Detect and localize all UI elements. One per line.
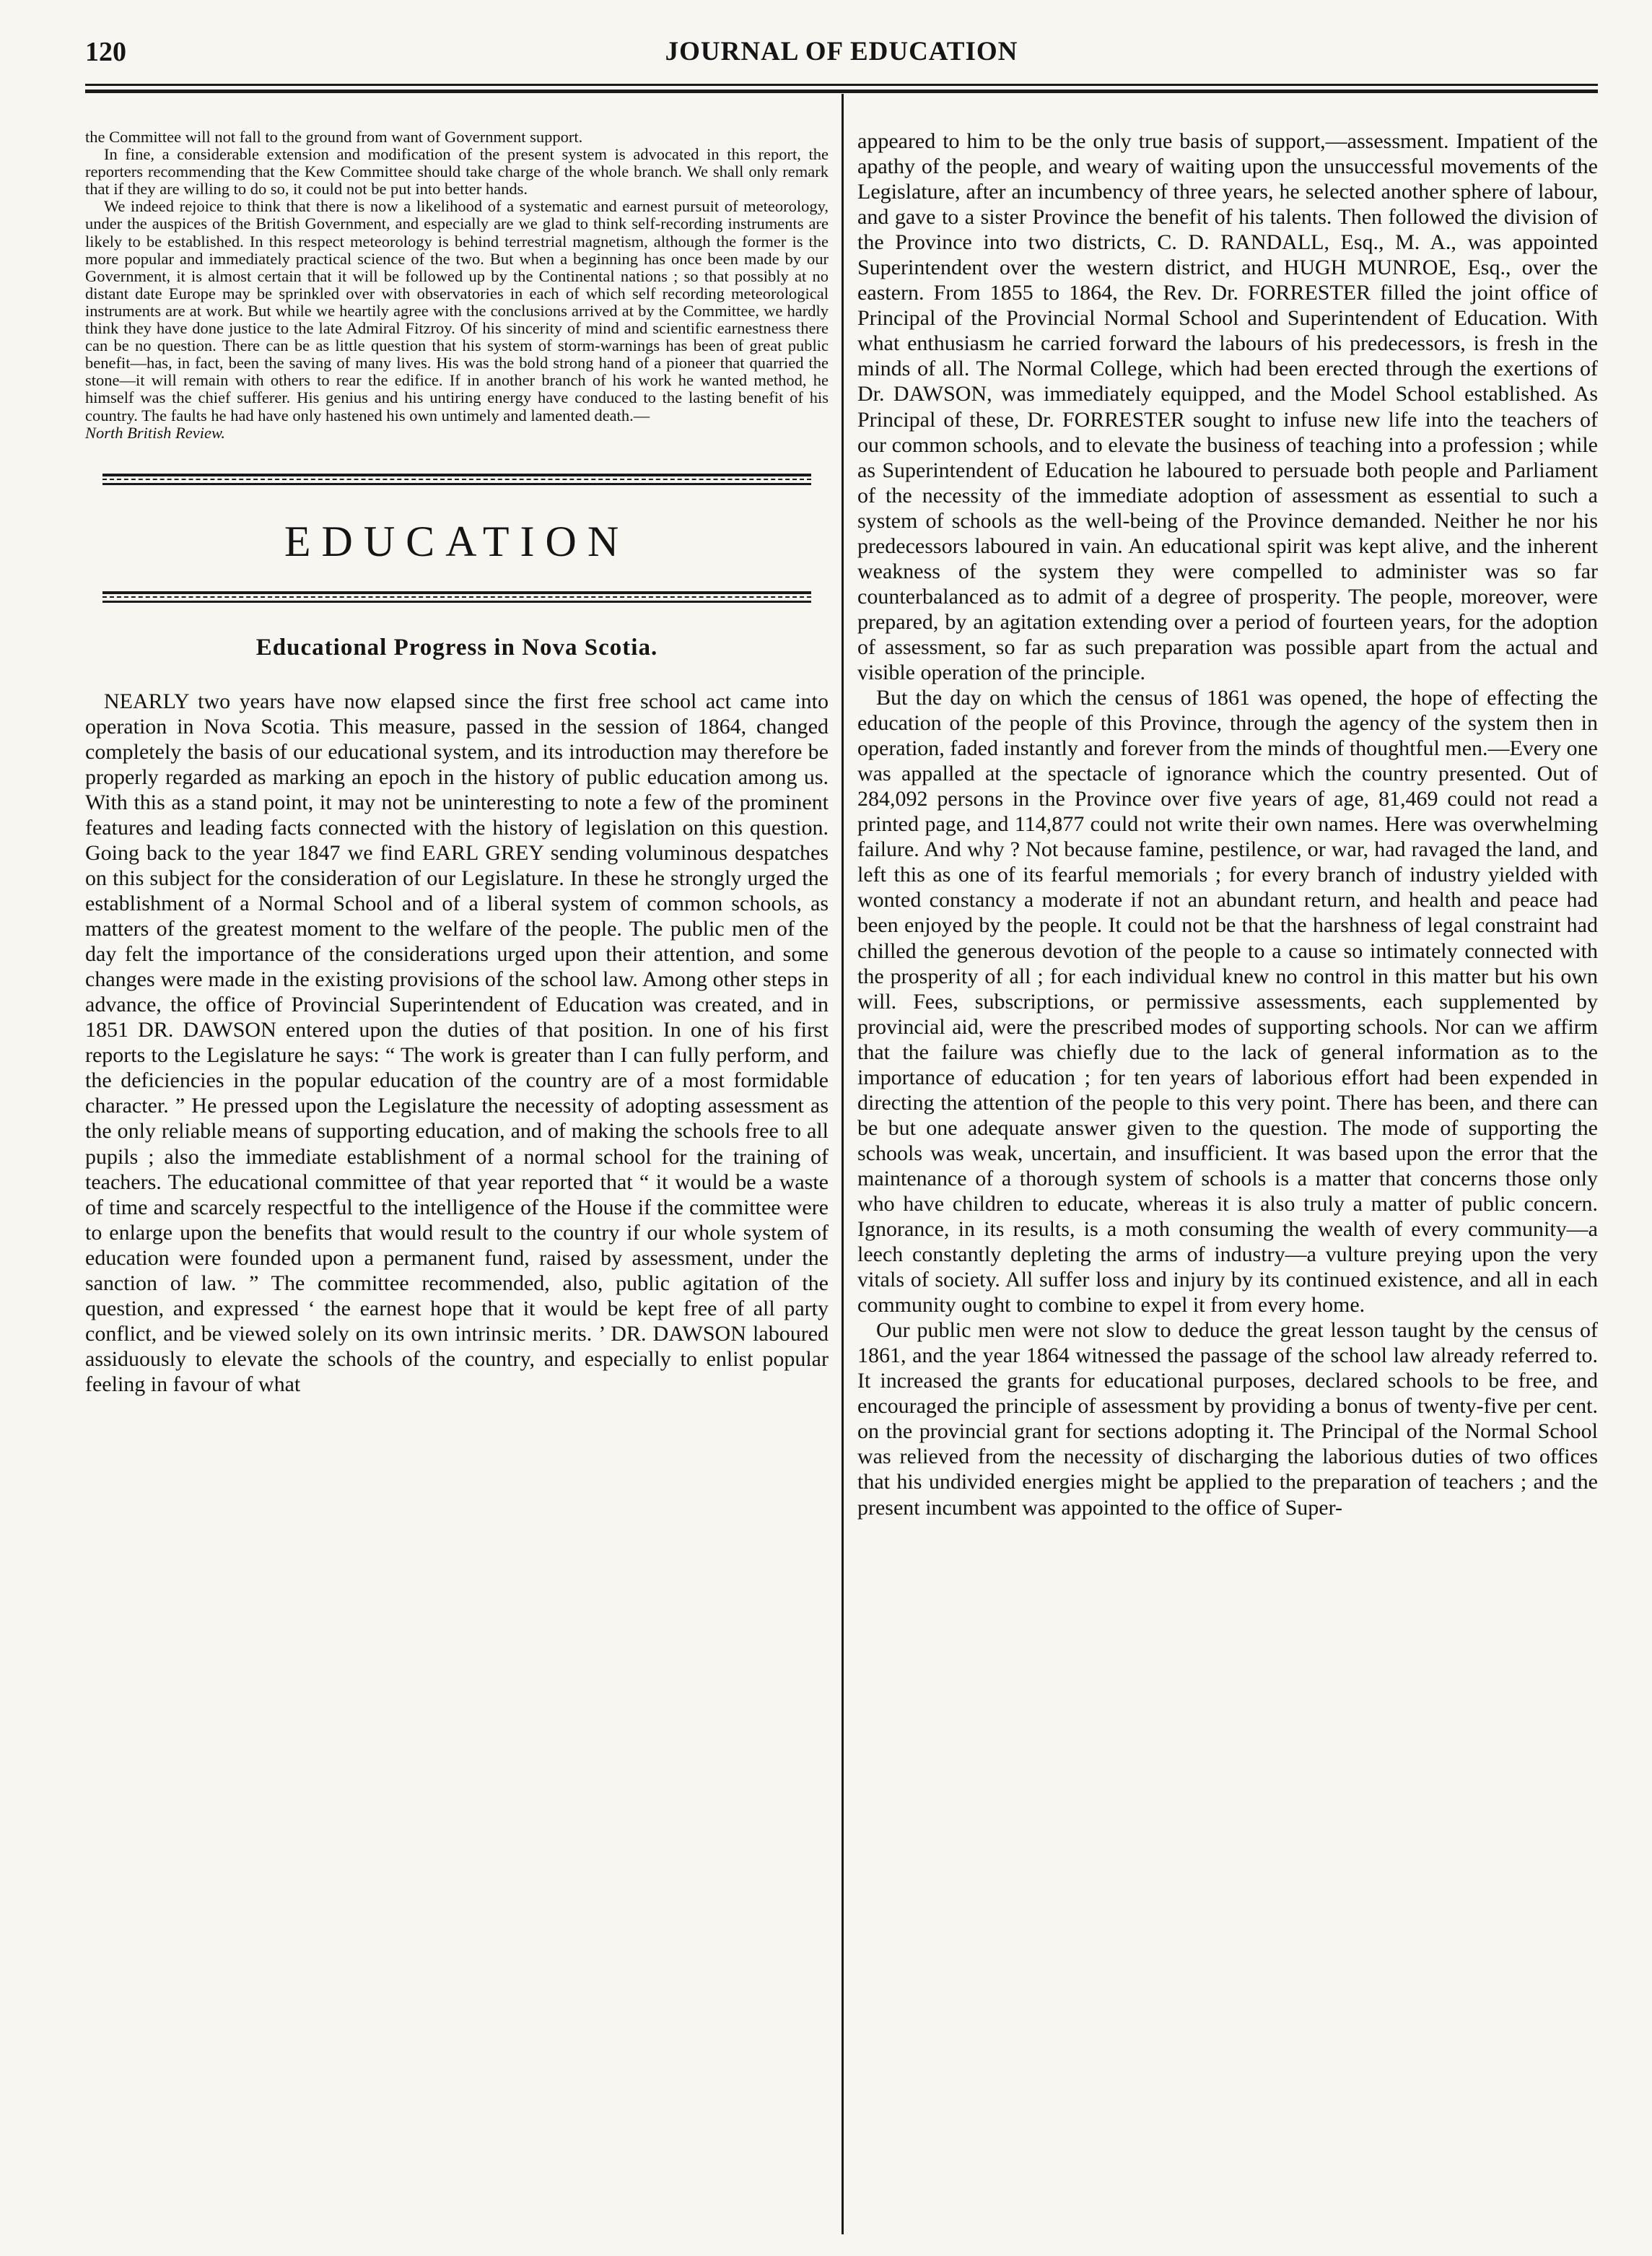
article-paragraph: But the day on which the census of 1861 was opened, the hope of effecting the education of the people of this Province, through the agency of the system then in operation, faded instantly and forever from the minds of thoughtful men.—Every one was appalled at the spectacle of ignorance which the country presented. Out of 284,092 persons in the Province over five years of age, 81,469 could not read a printed page, and 114,877 could not write their own names. Here was overwhelming failure. And why ? Not because famine, pestilence, or war, had ravaged the land, and left this as one of its fearful memorials ; for every branch of industry yielded with wonted constancy a moderate if not an abundant return, and health and peace had been enjoyed by the people. It could not be that the harshness of legal constraint had chilled the generous devotion of the people to a cause so intimately connected with the prosperity of all ; for each individual knew no control in this matter but his own will. Fees, subscriptions, or permissive assessments, each supplemented by provincial aid, were the prescribed modes of supporting schools. Nor can we affirm that the failure was chiefly due to the lack of general information as to the importance of education ; for ten years of laborious effort had been expended in directing the attention of the people to this very point. There has been, and there can be but one adequate answer given to the question. The mode of supporting the schools was weak, uncertain, and insufficient. It was based upon the error that the maintenance of a thorough system of schools is a matter that concerns those only who have children to educate, whereas it is also truly a matter of public concern. Ignorance, in its results, is a moth consuming the wealth of every community—a leech constantly depleting the arms of industry—a vulture preying upon the very vitals of society. All suffer loss and injury by its continued existence, and all in each community ought to combine to expel it from every home.: [857, 686, 1598, 1318]
section-heading: EDUCATION: [284, 517, 630, 565]
section-ornament-top: [102, 474, 811, 488]
review-paragraph: We indeed rejoice to think that there is now a likelihood of a systematic and earnest pursuit of meteorology, under the auspices of the British Government, and especially are we glad to think self-recording instruments are likely to be established. In this respect meteorology is behind terrestrial magnetism, although the former is the more popular and immediately practical science of the two. But when a beginning has once been made by our Government, it is almost certain that it will be followed up by the Continental nations ; so that possibly at no distant date Europe may be sprinkled over with observatories in each of which self recording meteorological instruments are at work. But while we heartily agree with the conclusions arrived at by the Committee, we hardly think they have done justice to the late Admiral Fitzroy. Of his sincerity of mind and scientific earnestness there can be no question. There can be as little question that his system of storm-warnings has been of great public benefit—has, in fact, been the saving of many lives. His was the bold strong hand of a pioneer that quarried the stone—it will remain with others to rear the edifice. If in another branch of his work he wanted method, he himself was the chief sufferer. His genius and his untiring energy have conduced to the lasting benefit of his country. The faults he had have only hastened his own untimely and lamented death.—: [85, 197, 829, 424]
header-rule-top: [85, 84, 1598, 86]
review-paragraph: In fine, a considerable extension and modification of the present system is advocated in this report, the reporters recommending that the Kew Committee should take charge of the whole branch. We shall only remark that if they are willing to do so, it could not be put into better hands.: [85, 145, 829, 199]
review-excerpt: [85, 129, 829, 442]
left-column: [85, 129, 829, 1397]
review-paragraph: the Committee will not fall to the ground from want of Government support.: [85, 128, 583, 146]
page-header: [85, 26, 1598, 69]
running-head: JOURNAL OF EDUCATION: [665, 37, 1018, 66]
right-column: [857, 129, 1598, 1520]
article-paragraph: appeared to him to be the only true basis of support,—assessment. Impatient of the apathy of the people, and weary of waiting upon the unsuccessful movements of the Legislature, after an incumbency of three years, he selected another sphere of labour, and gave to a sister Province the benefit of his talents. Then followed the division of the Province into two districts, C. D. RANDALL, Esq., M. A., was appointed Superintendent over the western district, and HUGH MUNROE, Esq., over the eastern. From 1855 to 1864, the Rev. Dr. FORRESTER filled the joint office of Principal of the Provincial Normal School and Superintendent of Education. With what enthusiasm he carried forward the labours of his predecessors, is fresh in the minds of all. The Normal College, which had been erected through the exertions of Dr. DAWSON, was immediately equipped, and the Model School established. As Principal of these, Dr. FORRESTER sought to infuse new life into the teachers of our common schools, and to elevate the business of teaching into a profession ; while as Superintendent of Education he laboured to persuade both people and Parliament of the necessity of the immediate adoption of assessment as essential to such a system of schools as the well-being of the Province demanded. Neither he nor his predecessors laboured in vain. An educational spirit was kept alive, and the inherent weakness of the system they were compelled to administer was so far counterbalanced as to admit of a degree of prosperity. The people, moreover, were prepared, by an agitation extending over a period of fourteen years, for the adoption of assessment, so far as such preparation was possible apart from the actual and visible operation of the principle.: [857, 129, 1598, 684]
article-paragraph: NEARLY two years have now elapsed since the first free school act came into operation in Nova Scotia. This measure, passed in the session of 1864, changed completely the basis of our educational system, and its introduction may therefore be properly regarded as marking an epoch in the history of public education among us. With this as a stand point, it may not be uninteresting to note a few of the prominent features and leading facts connected with the history of legislation on this question. Going back to the year 1847 we find EARL GREY sending voluminous despatches on this subject for the consideration of our Legislature. In these he strongly urged the establishment of a Normal School and of a liberal system of common schools, as matters of the greatest moment to the welfare of the people. The public men of the day felt the importance of the considerations urged upon their attention, and some changes were made in the existing provisions of the school law. Among other steps in advance, the office of Provincial Superintendent of Education was created, and in 1851 DR. DAWSON entered upon the duties of that position. In one of his first reports to the Legislature he says: “ The work is greater than I can fully perform, and the deficiencies in the popular education of the country are of a most formidable character. ” He pressed upon the Legislature the necessity of adopting assessment as the only reliable means of supporting education, and of making the schools free to all pupils ; also the immediate establishment of a normal school for the training of teachers. The educational committee of that year reported that “ it would be a waste of time and scarcely respectful to the intelligence of the House if the committee were to enlarge upon the benefits that would result to the country if our whole system of education were founded upon a permanent fund, raised by assessment, under the sanction of law. ” The committee recommended, also, public agitation of the question, and expressed ‘ the earnest hope that it would be kept free of all party conflict, and be viewed solely on its own intrinsic merits. ’ DR. DAWSON laboured assiduously to elevate the schools of the country, and especially to enlist popular feeling in favour of what: [85, 689, 829, 1396]
header-rule-bottom: [85, 90, 1598, 93]
review-source: North British Review.: [85, 423, 225, 442]
article-paragraph: Our public men were not slow to deduce the great lesson taught by the census of 1861, and the year 1864 witnessed the passage of the school law already referred to. It increased the grants for educational purposes, declared schools to be free, and encouraged the principle of assessment by providing a bonus of twenty-five per cent. on the provincial grant for sections adopting it. The Principal of the Normal School was relieved from the necessity of discharging the laborious duties of two offices that his undivided energies might be applied to the preparation of teachers ; and the present incumbent was appointed to the office of Super-: [857, 1318, 1598, 1520]
column-divider: [842, 94, 844, 2234]
page-number: 120: [85, 37, 126, 67]
article-title: Educational Progress in Nova Scotia.: [255, 634, 658, 661]
section-ornament-bottom: [102, 591, 811, 606]
